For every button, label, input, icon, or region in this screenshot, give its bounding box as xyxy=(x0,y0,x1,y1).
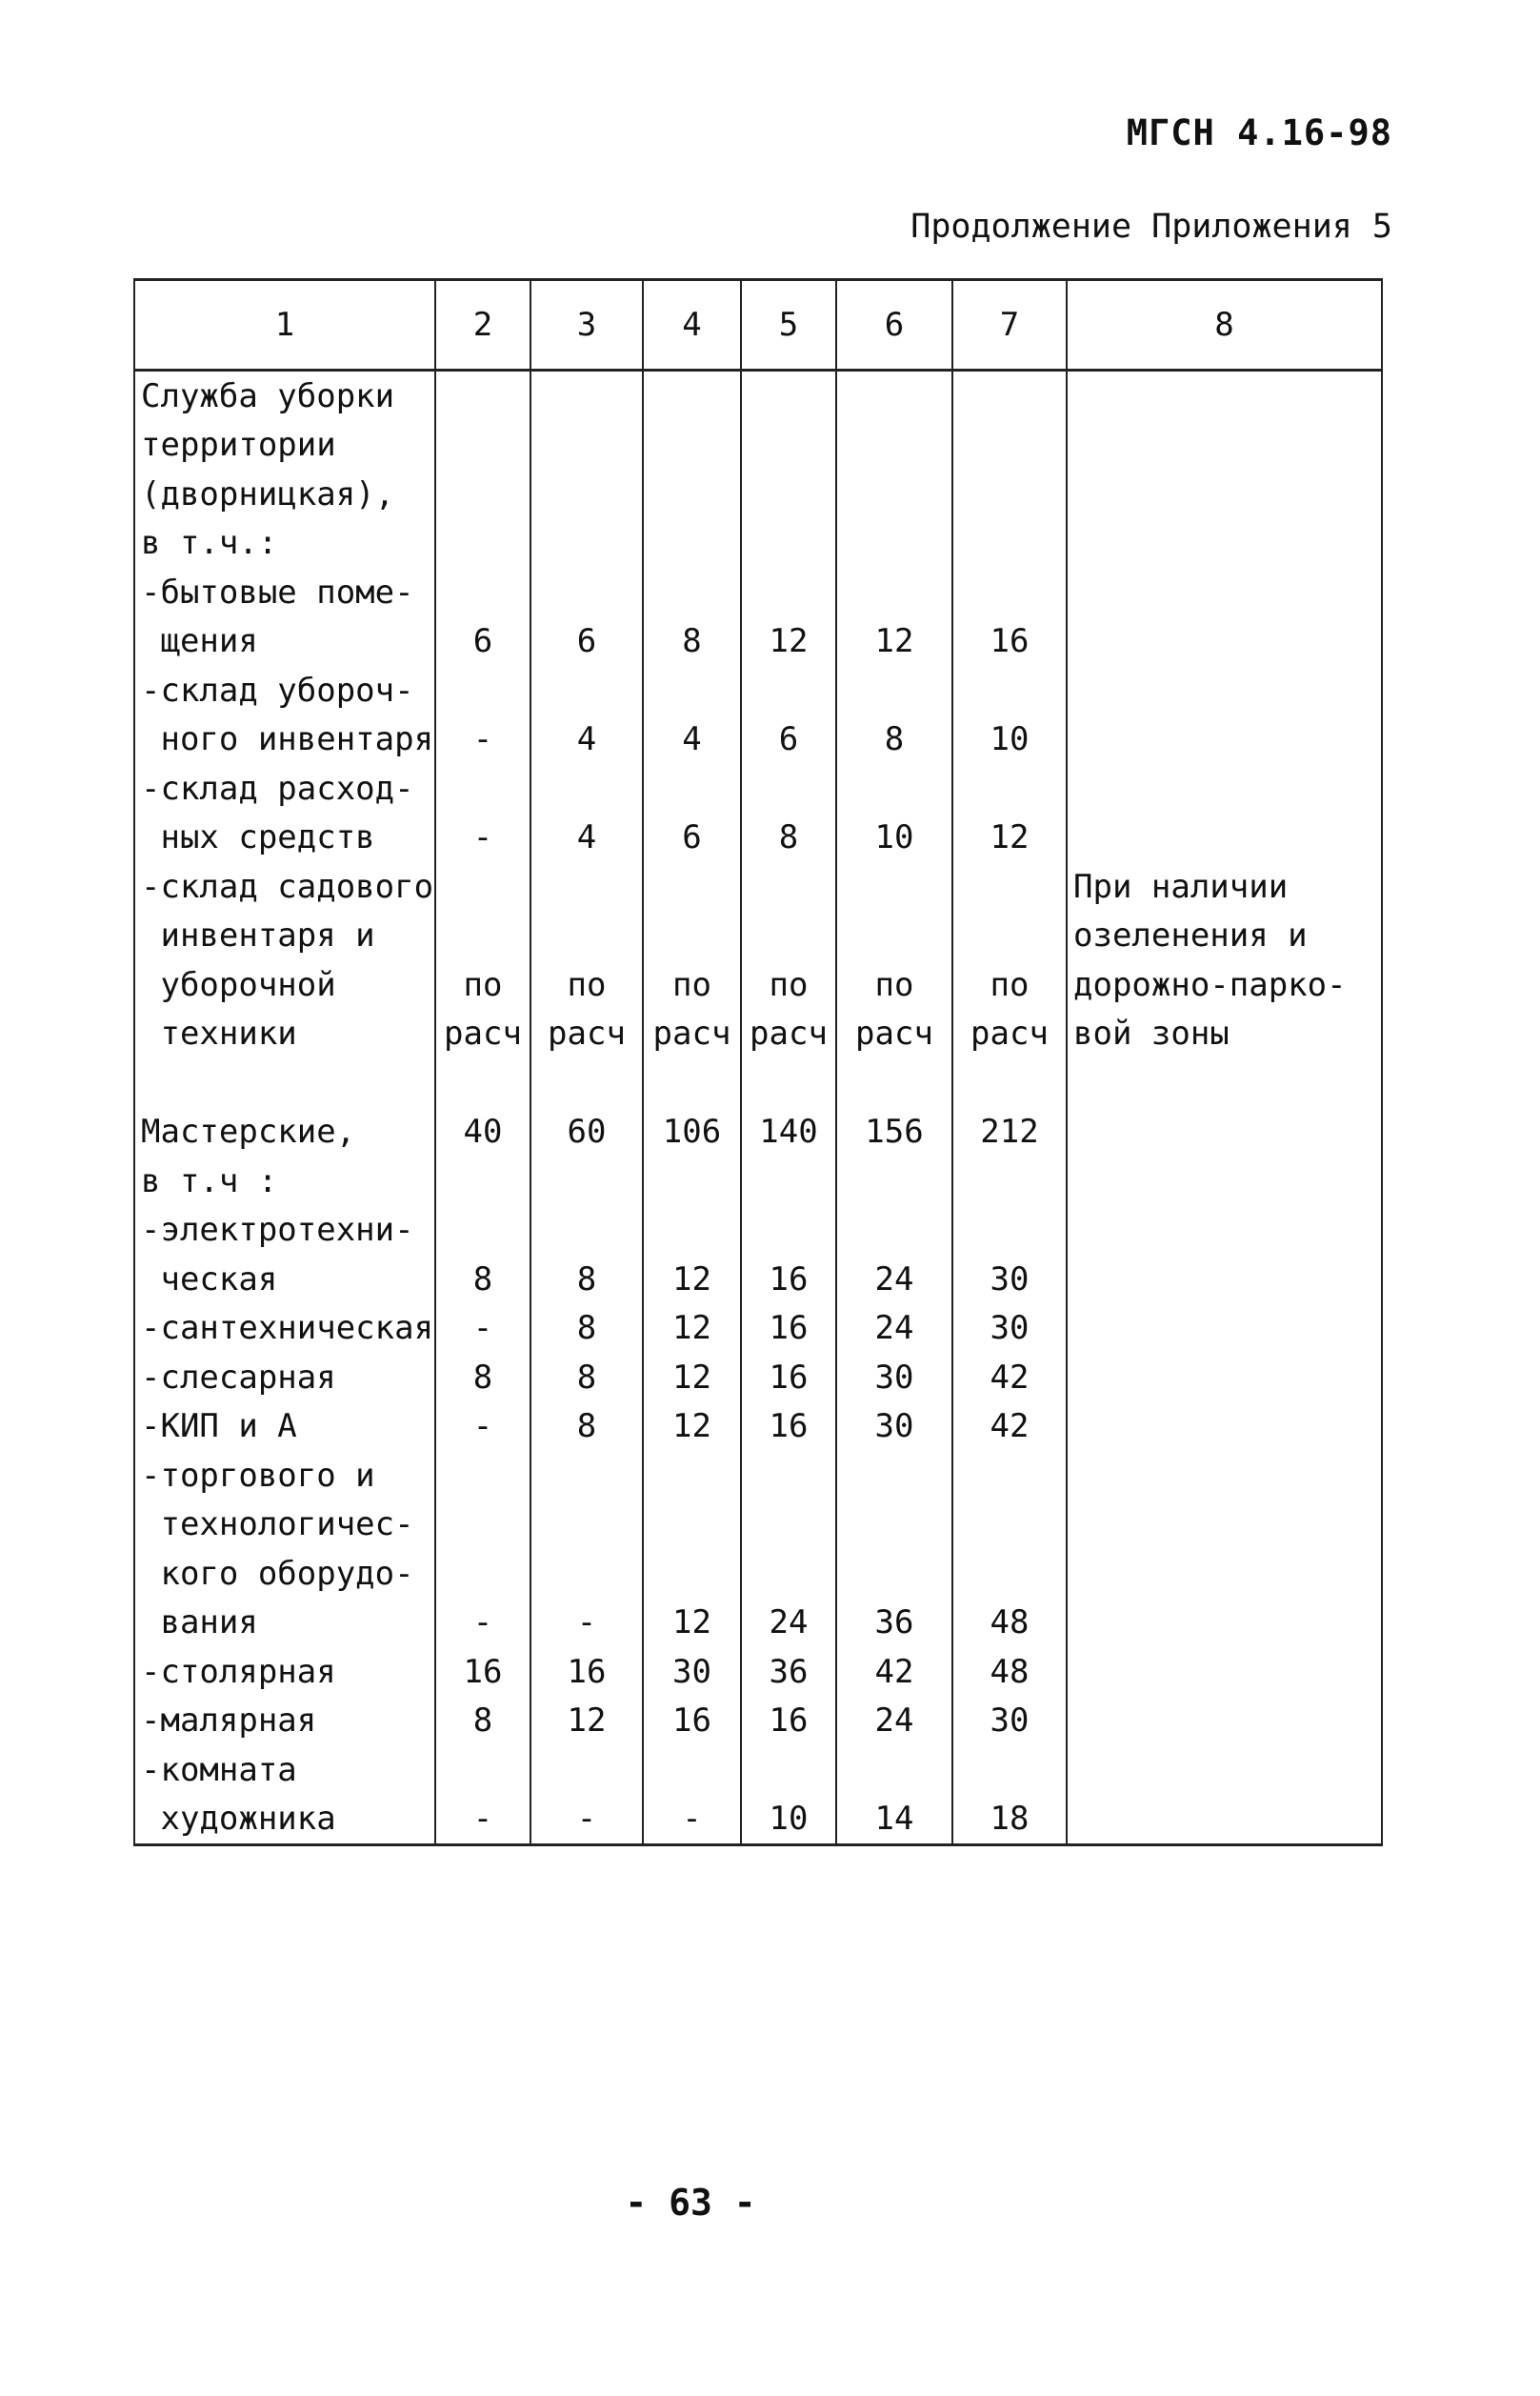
note-cell xyxy=(1067,1500,1382,1550)
table-row xyxy=(134,715,1382,765)
note-cell xyxy=(1067,1697,1382,1746)
value-cell xyxy=(741,764,836,814)
value-cell: - xyxy=(435,1402,530,1452)
value-cell: - xyxy=(435,715,530,765)
row-label-cell: -склад расход- xyxy=(134,764,435,814)
value-cell: 8 xyxy=(530,1255,643,1304)
row-label-cell: художника xyxy=(134,1795,435,1845)
column-header-6: 6 xyxy=(836,280,952,371)
value-cell: расч xyxy=(530,1010,643,1059)
row-label-cell: инвентаря и xyxy=(134,912,435,961)
value-cell: - xyxy=(530,1795,643,1845)
value-cell: 60 xyxy=(530,1108,643,1158)
value-cell xyxy=(952,1500,1067,1550)
value-cell xyxy=(530,1058,643,1108)
value-cell: 16 xyxy=(741,1304,836,1354)
column-header-5: 5 xyxy=(741,280,836,371)
table-row xyxy=(134,764,1382,814)
value-cell: 6 xyxy=(741,715,836,765)
row-label-cell: -малярная xyxy=(134,1697,435,1746)
value-cell xyxy=(530,1206,643,1256)
table-row xyxy=(134,371,1382,421)
note-cell: озеленения и xyxy=(1067,912,1382,961)
value-cell: 16 xyxy=(741,1255,836,1304)
table-row xyxy=(134,470,1382,519)
row-label-cell: вания xyxy=(134,1599,435,1648)
row-label-cell: -столярная xyxy=(134,1647,435,1697)
note-cell xyxy=(1067,1402,1382,1452)
note-cell xyxy=(1067,814,1382,863)
value-cell xyxy=(952,568,1067,617)
value-cell: 42 xyxy=(952,1402,1067,1452)
note-cell xyxy=(1067,1795,1382,1845)
value-cell xyxy=(836,421,952,471)
table-row xyxy=(134,568,1382,617)
value-cell xyxy=(643,862,741,912)
value-cell: 16 xyxy=(435,1647,530,1697)
row-label-cell: Служба уборки xyxy=(134,371,435,421)
value-cell xyxy=(435,421,530,471)
value-cell xyxy=(741,371,836,421)
value-cell xyxy=(435,1058,530,1108)
table-row xyxy=(134,421,1382,471)
row-label-cell: -слесарная xyxy=(134,1353,435,1402)
value-cell xyxy=(836,1745,952,1795)
value-cell xyxy=(836,371,952,421)
value-cell: 24 xyxy=(741,1599,836,1648)
value-cell: 30 xyxy=(952,1304,1067,1354)
value-cell: 16 xyxy=(741,1353,836,1402)
row-label-cell: -КИП и А xyxy=(134,1402,435,1452)
table-row xyxy=(134,1157,1382,1206)
value-cell: - xyxy=(530,1599,643,1648)
note-cell xyxy=(1067,715,1382,765)
value-cell: - xyxy=(435,1599,530,1648)
value-cell: 12 xyxy=(643,1255,741,1304)
value-cell xyxy=(643,1549,741,1599)
value-cell xyxy=(952,912,1067,961)
table-row xyxy=(134,912,1382,961)
column-header-4: 4 xyxy=(643,280,741,371)
row-label-cell: кого оборудо- xyxy=(134,1549,435,1599)
value-cell xyxy=(643,1058,741,1108)
note-cell xyxy=(1067,1353,1382,1402)
value-cell: 16 xyxy=(530,1647,643,1697)
value-cell xyxy=(836,519,952,569)
value-cell xyxy=(741,1451,836,1500)
value-cell: по xyxy=(530,960,643,1010)
value-cell: 12 xyxy=(836,617,952,667)
row-label-cell: в т.ч.: xyxy=(134,519,435,569)
value-cell: 36 xyxy=(741,1647,836,1697)
value-cell: 30 xyxy=(952,1255,1067,1304)
note-cell xyxy=(1067,1304,1382,1354)
value-cell xyxy=(435,568,530,617)
value-cell: 24 xyxy=(836,1255,952,1304)
row-label-cell: -сантехническая xyxy=(134,1304,435,1354)
page-number: - 63 - xyxy=(625,2182,756,2224)
note-cell: При наличии xyxy=(1067,862,1382,912)
value-cell xyxy=(435,912,530,961)
note-cell: вой зоны xyxy=(1067,1010,1382,1059)
row-label-cell: -склад убороч- xyxy=(134,666,435,715)
value-cell: 12 xyxy=(741,617,836,667)
table-row xyxy=(134,1058,1382,1108)
value-cell: - xyxy=(435,814,530,863)
value-cell: расч xyxy=(435,1010,530,1059)
value-cell xyxy=(836,862,952,912)
value-cell: по xyxy=(741,960,836,1010)
appendix-table xyxy=(133,278,1383,1846)
value-cell xyxy=(643,568,741,617)
value-cell xyxy=(952,1058,1067,1108)
value-cell xyxy=(952,421,1067,471)
value-cell xyxy=(530,1500,643,1550)
row-label-cell: в т.ч : xyxy=(134,1157,435,1206)
value-cell xyxy=(952,470,1067,519)
value-cell: 4 xyxy=(530,814,643,863)
value-cell xyxy=(741,470,836,519)
value-cell xyxy=(435,470,530,519)
value-cell: расч xyxy=(741,1010,836,1059)
value-cell xyxy=(741,862,836,912)
note-cell xyxy=(1067,1058,1382,1108)
value-cell xyxy=(836,1500,952,1550)
value-cell xyxy=(741,1157,836,1206)
value-cell xyxy=(643,1745,741,1795)
value-cell: 30 xyxy=(643,1647,741,1697)
value-cell: 16 xyxy=(952,617,1067,667)
note-cell xyxy=(1067,519,1382,569)
value-cell xyxy=(836,1206,952,1256)
value-cell: 8 xyxy=(435,1255,530,1304)
value-cell xyxy=(952,519,1067,569)
value-cell: 30 xyxy=(836,1353,952,1402)
value-cell xyxy=(643,1451,741,1500)
value-cell: 8 xyxy=(836,715,952,765)
value-cell xyxy=(952,1745,1067,1795)
value-cell xyxy=(643,764,741,814)
note-cell xyxy=(1067,1157,1382,1206)
value-cell: 8 xyxy=(435,1353,530,1402)
value-cell: 6 xyxy=(435,617,530,667)
value-cell: расч xyxy=(643,1010,741,1059)
row-label-cell: технологичес- xyxy=(134,1500,435,1550)
value-cell xyxy=(741,1058,836,1108)
value-cell: по xyxy=(952,960,1067,1010)
value-cell xyxy=(952,1157,1067,1206)
table-row xyxy=(134,1745,1382,1795)
value-cell: - xyxy=(435,1795,530,1845)
table-row xyxy=(134,1549,1382,1599)
value-cell xyxy=(836,1451,952,1500)
value-cell xyxy=(836,1549,952,1599)
value-cell xyxy=(836,764,952,814)
value-cell: 8 xyxy=(530,1402,643,1452)
value-cell: 8 xyxy=(435,1697,530,1746)
value-cell: 24 xyxy=(836,1304,952,1354)
table-row xyxy=(134,1795,1382,1845)
value-cell: 10 xyxy=(741,1795,836,1845)
value-cell xyxy=(741,568,836,617)
table-body xyxy=(134,371,1382,1845)
value-cell: расч xyxy=(952,1010,1067,1059)
note-cell xyxy=(1067,1206,1382,1256)
value-cell: 8 xyxy=(530,1353,643,1402)
value-cell xyxy=(530,1549,643,1599)
table-header-row xyxy=(134,280,1382,371)
note-cell xyxy=(1067,371,1382,421)
value-cell xyxy=(435,862,530,912)
table-row xyxy=(134,1697,1382,1746)
value-cell: по xyxy=(836,960,952,1010)
row-label-cell: щения xyxy=(134,617,435,667)
value-cell xyxy=(643,421,741,471)
table-row xyxy=(134,1451,1382,1500)
table-row xyxy=(134,1599,1382,1648)
value-cell xyxy=(952,1451,1067,1500)
note-cell xyxy=(1067,1647,1382,1697)
row-label-cell: -бытовые поме- xyxy=(134,568,435,617)
value-cell: 12 xyxy=(643,1304,741,1354)
appendix-table-container xyxy=(133,278,1381,1846)
value-cell xyxy=(435,1745,530,1795)
value-cell xyxy=(643,912,741,961)
column-header-1: 1 xyxy=(134,280,435,371)
row-label-cell: -электротехни- xyxy=(134,1206,435,1256)
row-label-cell: ного инвентаря xyxy=(134,715,435,765)
value-cell xyxy=(952,371,1067,421)
note-cell xyxy=(1067,568,1382,617)
value-cell xyxy=(435,764,530,814)
value-cell: 4 xyxy=(530,715,643,765)
value-cell xyxy=(741,1206,836,1256)
value-cell xyxy=(530,912,643,961)
value-cell xyxy=(952,862,1067,912)
value-cell xyxy=(741,1549,836,1599)
table-row xyxy=(134,1402,1382,1452)
value-cell xyxy=(952,666,1067,715)
value-cell xyxy=(952,1206,1067,1256)
value-cell xyxy=(435,1157,530,1206)
continuation-label: Продолжение Приложения 5 xyxy=(910,208,1392,246)
value-cell xyxy=(836,568,952,617)
value-cell xyxy=(643,666,741,715)
value-cell: 10 xyxy=(952,715,1067,765)
value-cell xyxy=(836,666,952,715)
value-cell: 12 xyxy=(952,814,1067,863)
value-cell xyxy=(435,371,530,421)
value-cell xyxy=(530,1157,643,1206)
row-label-cell: -торгового и xyxy=(134,1451,435,1500)
value-cell xyxy=(741,421,836,471)
table-row xyxy=(134,519,1382,569)
note-cell: дорожно-парко- xyxy=(1067,960,1382,1010)
value-cell: 106 xyxy=(643,1108,741,1158)
document-code: МГСН 4.16-98 xyxy=(1126,112,1392,153)
table-row xyxy=(134,1500,1382,1550)
row-label-cell: территории xyxy=(134,421,435,471)
value-cell: 30 xyxy=(952,1697,1067,1746)
value-cell: 8 xyxy=(741,814,836,863)
value-cell xyxy=(530,862,643,912)
table-row xyxy=(134,1108,1382,1158)
value-cell: 42 xyxy=(836,1647,952,1697)
value-cell xyxy=(530,764,643,814)
row-label-cell: -комната xyxy=(134,1745,435,1795)
value-cell: по xyxy=(435,960,530,1010)
row-label-cell: (дворницкая), xyxy=(134,470,435,519)
value-cell: 12 xyxy=(643,1599,741,1648)
row-label-cell: -склад садового xyxy=(134,862,435,912)
note-cell xyxy=(1067,1599,1382,1648)
value-cell xyxy=(643,1206,741,1256)
value-cell xyxy=(741,666,836,715)
table-row xyxy=(134,666,1382,715)
value-cell: - xyxy=(643,1795,741,1845)
value-cell xyxy=(643,470,741,519)
note-cell xyxy=(1067,764,1382,814)
value-cell xyxy=(741,519,836,569)
value-cell xyxy=(530,371,643,421)
value-cell xyxy=(952,1549,1067,1599)
row-label-cell: Мастерские, xyxy=(134,1108,435,1158)
value-cell xyxy=(643,371,741,421)
value-cell xyxy=(741,1500,836,1550)
value-cell: 6 xyxy=(530,617,643,667)
value-cell: 8 xyxy=(643,617,741,667)
value-cell xyxy=(952,764,1067,814)
value-cell: 156 xyxy=(836,1108,952,1158)
value-cell xyxy=(435,666,530,715)
note-cell xyxy=(1067,1745,1382,1795)
value-cell xyxy=(435,519,530,569)
note-cell xyxy=(1067,1451,1382,1500)
value-cell: 16 xyxy=(643,1697,741,1746)
note-cell xyxy=(1067,421,1382,471)
note-cell xyxy=(1067,470,1382,519)
value-cell: 24 xyxy=(836,1697,952,1746)
value-cell: 42 xyxy=(952,1353,1067,1402)
row-label-cell: ческая xyxy=(134,1255,435,1304)
value-cell xyxy=(530,666,643,715)
column-header-8: 8 xyxy=(1067,280,1382,371)
value-cell: 16 xyxy=(741,1697,836,1746)
table-row xyxy=(134,1304,1382,1354)
value-cell: 14 xyxy=(836,1795,952,1845)
value-cell xyxy=(530,519,643,569)
value-cell: 48 xyxy=(952,1647,1067,1697)
table-row xyxy=(134,862,1382,912)
value-cell: 18 xyxy=(952,1795,1067,1845)
value-cell: 12 xyxy=(643,1353,741,1402)
value-cell: 40 xyxy=(435,1108,530,1158)
value-cell: 8 xyxy=(530,1304,643,1354)
value-cell xyxy=(530,1451,643,1500)
note-cell xyxy=(1067,1255,1382,1304)
value-cell xyxy=(530,568,643,617)
value-cell xyxy=(741,1745,836,1795)
row-label-cell: ных средств xyxy=(134,814,435,863)
value-cell xyxy=(435,1500,530,1550)
value-cell: 12 xyxy=(643,1402,741,1452)
row-label-cell: техники xyxy=(134,1010,435,1059)
value-cell: 48 xyxy=(952,1599,1067,1648)
value-cell: - xyxy=(435,1304,530,1354)
value-cell: 36 xyxy=(836,1599,952,1648)
table-row xyxy=(134,1255,1382,1304)
note-cell xyxy=(1067,666,1382,715)
value-cell xyxy=(530,421,643,471)
column-header-3: 3 xyxy=(530,280,643,371)
value-cell: 10 xyxy=(836,814,952,863)
value-cell xyxy=(643,1157,741,1206)
value-cell xyxy=(643,1500,741,1550)
note-cell xyxy=(1067,1108,1382,1158)
note-cell xyxy=(1067,617,1382,667)
note-cell xyxy=(1067,1549,1382,1599)
value-cell xyxy=(836,470,952,519)
value-cell: 12 xyxy=(530,1697,643,1746)
table-row xyxy=(134,814,1382,863)
value-cell xyxy=(435,1549,530,1599)
value-cell xyxy=(643,519,741,569)
value-cell xyxy=(741,912,836,961)
value-cell xyxy=(435,1206,530,1256)
table-row xyxy=(134,1010,1382,1059)
value-cell xyxy=(530,470,643,519)
column-header-2: 2 xyxy=(435,280,530,371)
value-cell xyxy=(530,1745,643,1795)
value-cell xyxy=(435,1451,530,1500)
table-row xyxy=(134,960,1382,1010)
value-cell: 30 xyxy=(836,1402,952,1452)
value-cell: по xyxy=(643,960,741,1010)
value-cell: 4 xyxy=(643,715,741,765)
value-cell xyxy=(836,1058,952,1108)
table-row xyxy=(134,1353,1382,1402)
row-label-cell xyxy=(134,1058,435,1108)
column-header-7: 7 xyxy=(952,280,1067,371)
value-cell xyxy=(836,912,952,961)
table-row xyxy=(134,617,1382,667)
table-row xyxy=(134,1206,1382,1256)
table-row xyxy=(134,1647,1382,1697)
value-cell: 212 xyxy=(952,1108,1067,1158)
value-cell xyxy=(836,1157,952,1206)
value-cell: 6 xyxy=(643,814,741,863)
value-cell: 140 xyxy=(741,1108,836,1158)
value-cell: 16 xyxy=(741,1402,836,1452)
value-cell: расч xyxy=(836,1010,952,1059)
row-label-cell: уборочной xyxy=(134,960,435,1010)
